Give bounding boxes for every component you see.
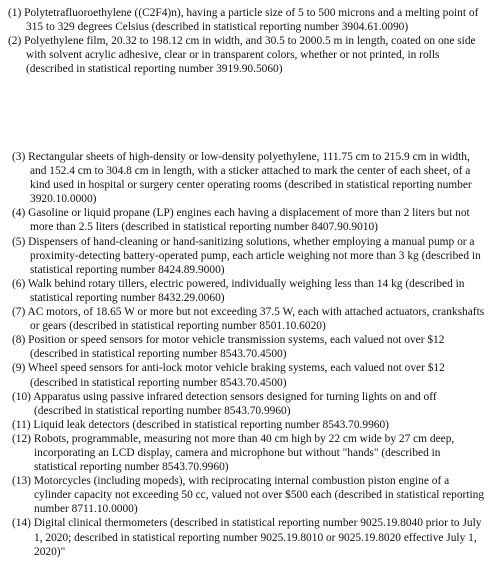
- list-item: (13) Motorcycles (including mopeds), with reciprocating internal combustion piston engine of a cylinder capacity not exceeding 50 cc, valued not over $500 each (described in statistical reporting number 8711.10.0000): [12, 475, 485, 516]
- list-item: (6) Walk behind rotary tillers, electric powered, individually weighing less than 14 kg (described in statistical reporting number 8432.29.0060): [12, 277, 465, 304]
- list-item: (9) Wheel speed sensors for anti-lock motor vehicle braking systems, each valued not over $12 (described in statistical reporting number 8543.70.4500): [12, 362, 445, 389]
- list-item: (11) Liquid leak detectors (described in statistical reporting number 8543.70.9960): [12, 418, 389, 431]
- list-item: (3) Rectangular sheets of high-density or low-density polyethylene, 111.75 cm to 215.9 cm in width, and 152.4 cm to 304.8 cm in length, with a sticker attached to mark the center of each sheet, of a kind used in hospital or surgery center operating rooms (described in statistical reporting number 3920.10.0000): [12, 151, 472, 206]
- list-item: (8) Position or speed sensors for motor vehicle transmission systems, each valued not over $12 (described in statistical reporting number 8543.70.4500): [12, 334, 445, 361]
- list-item: (7) AC motors, of 18.65 W or more but not exceeding 37.5 W, each with attached actuators, crankshafts or gears (described in statistical reporting number 8501.10.6020): [12, 306, 485, 333]
- list-item: (12) Robots, programmable, measuring not more than 40 cm high by 22 cm wide by 27 cm deep, incorporating an LCD display, camera and microphone but without "hands" (described in statistical reporting number 8543.70.9960): [12, 432, 455, 474]
- list-item: (5) Dispensers of hand-cleaning or hand-sanitizing solutions, whether employing a manual pump or a proximity-detecting battery-operated pump, each article weighing not more than 3 kg (described in statistical reporting number 8424.89.9000): [12, 235, 481, 276]
- list-item: (14) Digital clinical thermometers (described in statistical reporting number 9025.19.8040 prior to July 1, 2020; described in statistical reporting number 9025.19.8010 or 9025.19.8020 effective July 1, 2020)": [12, 517, 482, 558]
- list-item: (10) Apparatus using passive infrared detection sensors designed for turning lights on and off (described in statistical reporting number 8543.70.9960): [12, 390, 437, 417]
- list-item: (4) Gasoline or liquid propane (LP) engines each having a displacement of more than 2 liters but not more than 2.5 liters (described in statistical reporting number 8407.90.9010): [12, 207, 470, 234]
- item-list-top: [8, 6, 484, 76]
- list-item: (2) Polyethylene film, 20.32 to 198.12 cm in width, and 30.5 to 2000.5 m in length, coated on one side with solvent acrylic adhesive, clear or in transparent colors, whether or not printed, in rolls (described in statistical reporting number 3919.90.5060): [8, 35, 476, 76]
- item-list-bottom: [12, 150, 486, 559]
- list-item: (1) Polytetrafluoroethylene ((C2F4)n), having a particle size of 5 to 500 microns and a melting point of 315 to 329 degrees Celsius (described in statistical reporting number 3904.61.0090): [8, 7, 479, 34]
